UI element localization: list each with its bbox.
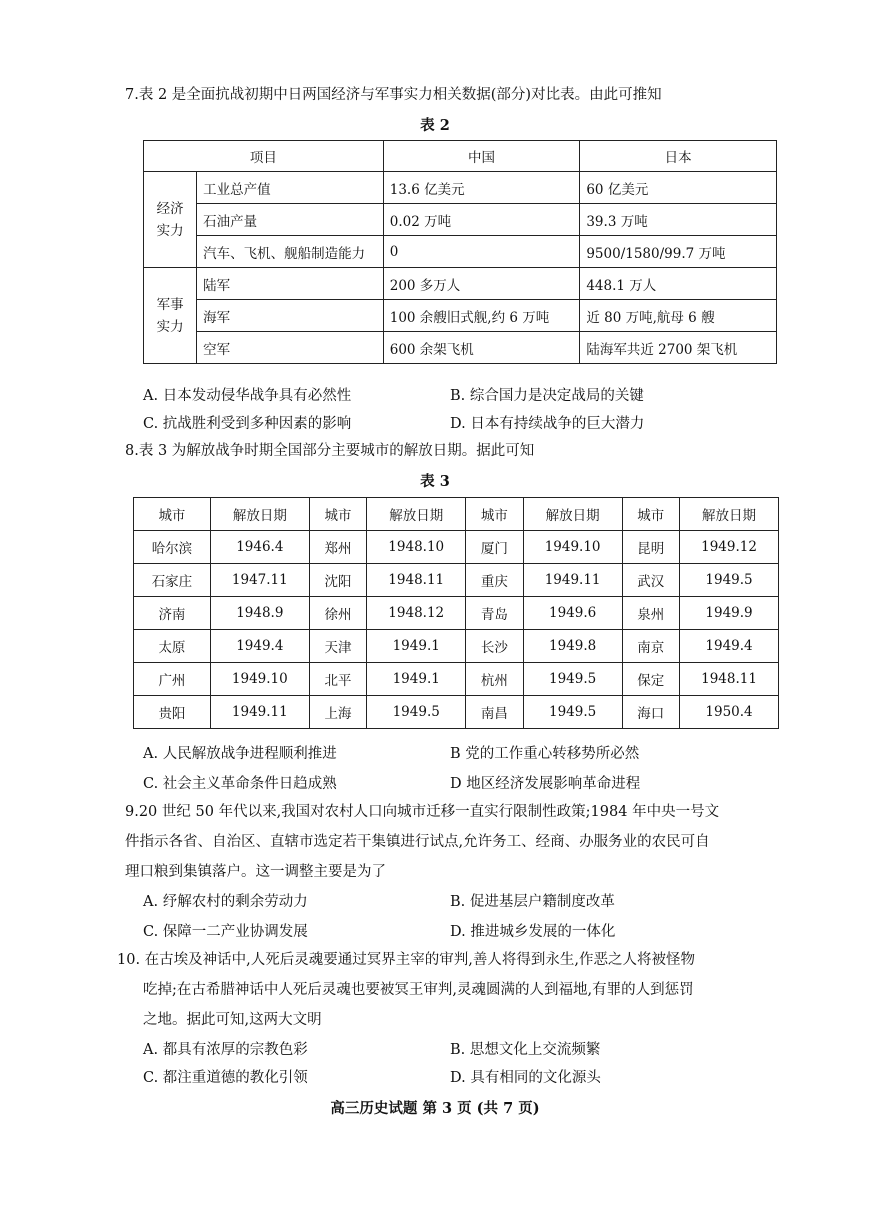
city-cell: 上海 (309, 696, 366, 729)
date-cell: 1949.10 (523, 531, 622, 564)
city-cell: 昆明 (622, 531, 679, 564)
table-cell: 60 亿美元 (580, 172, 777, 204)
q10-stem (117, 945, 695, 1035)
table-header: 解放日期 (367, 498, 466, 531)
table-cell: 600 余架飞机 (383, 332, 580, 364)
option-d[interactable]: D. 日本有持续战争的巨大潜力 (450, 416, 645, 432)
group-label-economy (144, 172, 197, 268)
option-b[interactable]: B. 综合国力是决定战局的关键 (450, 388, 644, 404)
date-cell: 1949.11 (210, 696, 309, 729)
city-cell: 青岛 (466, 597, 523, 630)
table-header: 日本 (580, 141, 777, 172)
table-cell: 448.1 万人 (580, 268, 777, 300)
table2 (143, 140, 777, 364)
q10-line: 吃掉;在古希腊神话中人死后灵魂也要被冥王审判,灵魂圆满的人到福地,有罪的人到惩罚 (143, 982, 694, 998)
city-cell: 天津 (309, 630, 366, 663)
q7-stem: 7.表 2 是全面抗战初期中日两国经济与军事实力相关数据(部分)对比表。由此可推知 (125, 87, 662, 103)
table-header: 解放日期 (523, 498, 622, 531)
group-label-text: 经济实力 (156, 200, 184, 239)
date-cell: 1948.9 (210, 597, 309, 630)
table-row (134, 663, 779, 696)
date-cell: 1949.4 (680, 630, 779, 663)
date-cell: 1949.10 (210, 663, 309, 696)
table-header: 城市 (309, 498, 366, 531)
table-row (134, 696, 779, 729)
option-a[interactable]: A. 都具有浓厚的宗教色彩 (143, 1042, 308, 1058)
option-a[interactable]: A. 纾解农村的剩余劳动力 (143, 894, 308, 910)
table-cell: 近 80 万吨,航母 6 艘 (580, 300, 777, 332)
date-cell: 1949.4 (210, 630, 309, 663)
option-a[interactable]: A. 人民解放战争进程顺利推进 (143, 746, 337, 762)
table-row (134, 597, 779, 630)
table-row (144, 236, 777, 268)
table-cell: 13.6 亿美元 (383, 172, 580, 204)
table-row (144, 172, 777, 204)
table-header: 城市 (466, 498, 523, 531)
q9-line: 件指示各省、自治区、直辖市选定若干集镇进行试点,允许务工、经商、办服务业的农民可自 (125, 834, 710, 850)
date-cell: 1950.4 (680, 696, 779, 729)
table-cell: 工业总产值 (197, 172, 384, 204)
table-row (144, 332, 777, 364)
city-cell: 广州 (134, 663, 211, 696)
city-cell: 沈阳 (309, 564, 366, 597)
city-cell: 保定 (622, 663, 679, 696)
date-cell: 1949.5 (523, 696, 622, 729)
city-cell: 徐州 (309, 597, 366, 630)
city-cell: 杭州 (466, 663, 523, 696)
option-c[interactable]: C. 保障一二产业协调发展 (143, 924, 308, 940)
city-cell: 南京 (622, 630, 679, 663)
city-cell: 太原 (134, 630, 211, 663)
date-cell: 1949.1 (367, 630, 466, 663)
table-cell: 0.02 万吨 (383, 204, 580, 236)
table-row (134, 531, 779, 564)
table-header: 解放日期 (210, 498, 309, 531)
option-c[interactable]: C. 抗战胜利受到多种因素的影响 (143, 416, 352, 432)
option-d[interactable]: D 地区经济发展影响革命进程 (450, 776, 641, 792)
table-header-row (144, 141, 777, 172)
table-cell: 陆海军共近 2700 架飞机 (580, 332, 777, 364)
date-cell: 1949.5 (523, 663, 622, 696)
q9-line: 理口粮到集镇落户。这一调整主要是为了 (125, 864, 386, 880)
table-cell: 石油产量 (197, 204, 384, 236)
city-cell: 贵阳 (134, 696, 211, 729)
option-d[interactable]: D. 具有相同的文化源头 (450, 1070, 601, 1086)
table-cell: 陆军 (197, 268, 384, 300)
table-header: 中国 (383, 141, 580, 172)
option-c[interactable]: C. 社会主义革命条件日趋成熟 (143, 776, 337, 792)
table-cell: 海军 (197, 300, 384, 332)
city-cell: 济南 (134, 597, 211, 630)
date-cell: 1949.6 (523, 597, 622, 630)
table-row (144, 268, 777, 300)
city-cell: 厦门 (466, 531, 523, 564)
table-header: 解放日期 (680, 498, 779, 531)
q9-line: 9.20 世纪 50 年代以来,我国对农村人口向城市迁移一直实行限制性政策;1984 年中央一号文 (125, 804, 720, 820)
q10-line: 10. 在古埃及神话中,人死后灵魂要通过冥界主宰的审判,善人将得到永生,作恶之人将被怪物 (117, 952, 695, 968)
table3-title: 表 3 (420, 473, 450, 490)
table-cell: 39.3 万吨 (580, 204, 777, 236)
city-cell: 武汉 (622, 564, 679, 597)
table-cell: 0 (383, 236, 580, 268)
date-cell: 1949.12 (680, 531, 779, 564)
table-row (134, 630, 779, 663)
date-cell: 1949.5 (680, 564, 779, 597)
date-cell: 1948.11 (680, 663, 779, 696)
group-label-text: 军事实力 (156, 296, 184, 335)
table-cell: 空军 (197, 332, 384, 364)
city-cell: 重庆 (466, 564, 523, 597)
date-cell: 1949.1 (367, 663, 466, 696)
option-b[interactable]: B. 促进基层户籍制度改革 (450, 894, 615, 910)
city-cell: 石家庄 (134, 564, 211, 597)
date-cell: 1948.10 (367, 531, 466, 564)
city-cell: 郑州 (309, 531, 366, 564)
table-header: 项目 (144, 141, 384, 172)
table-cell: 200 多万人 (383, 268, 580, 300)
table-row (144, 300, 777, 332)
date-cell: 1949.5 (367, 696, 466, 729)
page-footer: 高三历史试题 第 3 页 (共 7 页) (330, 1100, 540, 1117)
table-cell: 汽车、飞机、舰船制造能力 (197, 236, 384, 268)
date-cell: 1947.11 (210, 564, 309, 597)
table-header-row (134, 498, 779, 531)
date-cell: 1949.8 (523, 630, 622, 663)
table-row (134, 564, 779, 597)
date-cell: 1949.9 (680, 597, 779, 630)
date-cell: 1948.11 (367, 564, 466, 597)
table-header: 城市 (622, 498, 679, 531)
city-cell: 北平 (309, 663, 366, 696)
date-cell: 1948.12 (367, 597, 466, 630)
table3 (133, 497, 779, 729)
q8-stem: 8.表 3 为解放战争时期全国部分主要城市的解放日期。据此可知 (125, 443, 535, 459)
city-cell: 泉州 (622, 597, 679, 630)
date-cell: 1949.11 (523, 564, 622, 597)
city-cell: 长沙 (466, 630, 523, 663)
q9-stem (125, 797, 719, 887)
option-d[interactable]: D. 推进城乡发展的一体化 (450, 924, 616, 940)
city-cell: 南昌 (466, 696, 523, 729)
option-a[interactable]: A. 日本发动侵华战争具有必然性 (143, 388, 352, 404)
city-cell: 哈尔滨 (134, 531, 211, 564)
table-cell: 9500/1580/99.7 万吨 (580, 236, 777, 268)
group-label-military (144, 268, 197, 364)
table-header: 城市 (134, 498, 211, 531)
option-b[interactable]: B. 思想文化上交流频繁 (450, 1042, 601, 1058)
option-b[interactable]: B 党的工作重心转移势所必然 (450, 746, 640, 762)
date-cell: 1946.4 (210, 531, 309, 564)
table-row (144, 204, 777, 236)
table-cell: 100 余艘旧式舰,约 6 万吨 (383, 300, 580, 332)
table3-body (134, 531, 779, 729)
city-cell: 海口 (622, 696, 679, 729)
option-c[interactable]: C. 都注重道德的教化引领 (143, 1070, 308, 1086)
table2-title: 表 2 (420, 117, 450, 134)
q10-line: 之地。据此可知,这两大文明 (143, 1012, 322, 1028)
